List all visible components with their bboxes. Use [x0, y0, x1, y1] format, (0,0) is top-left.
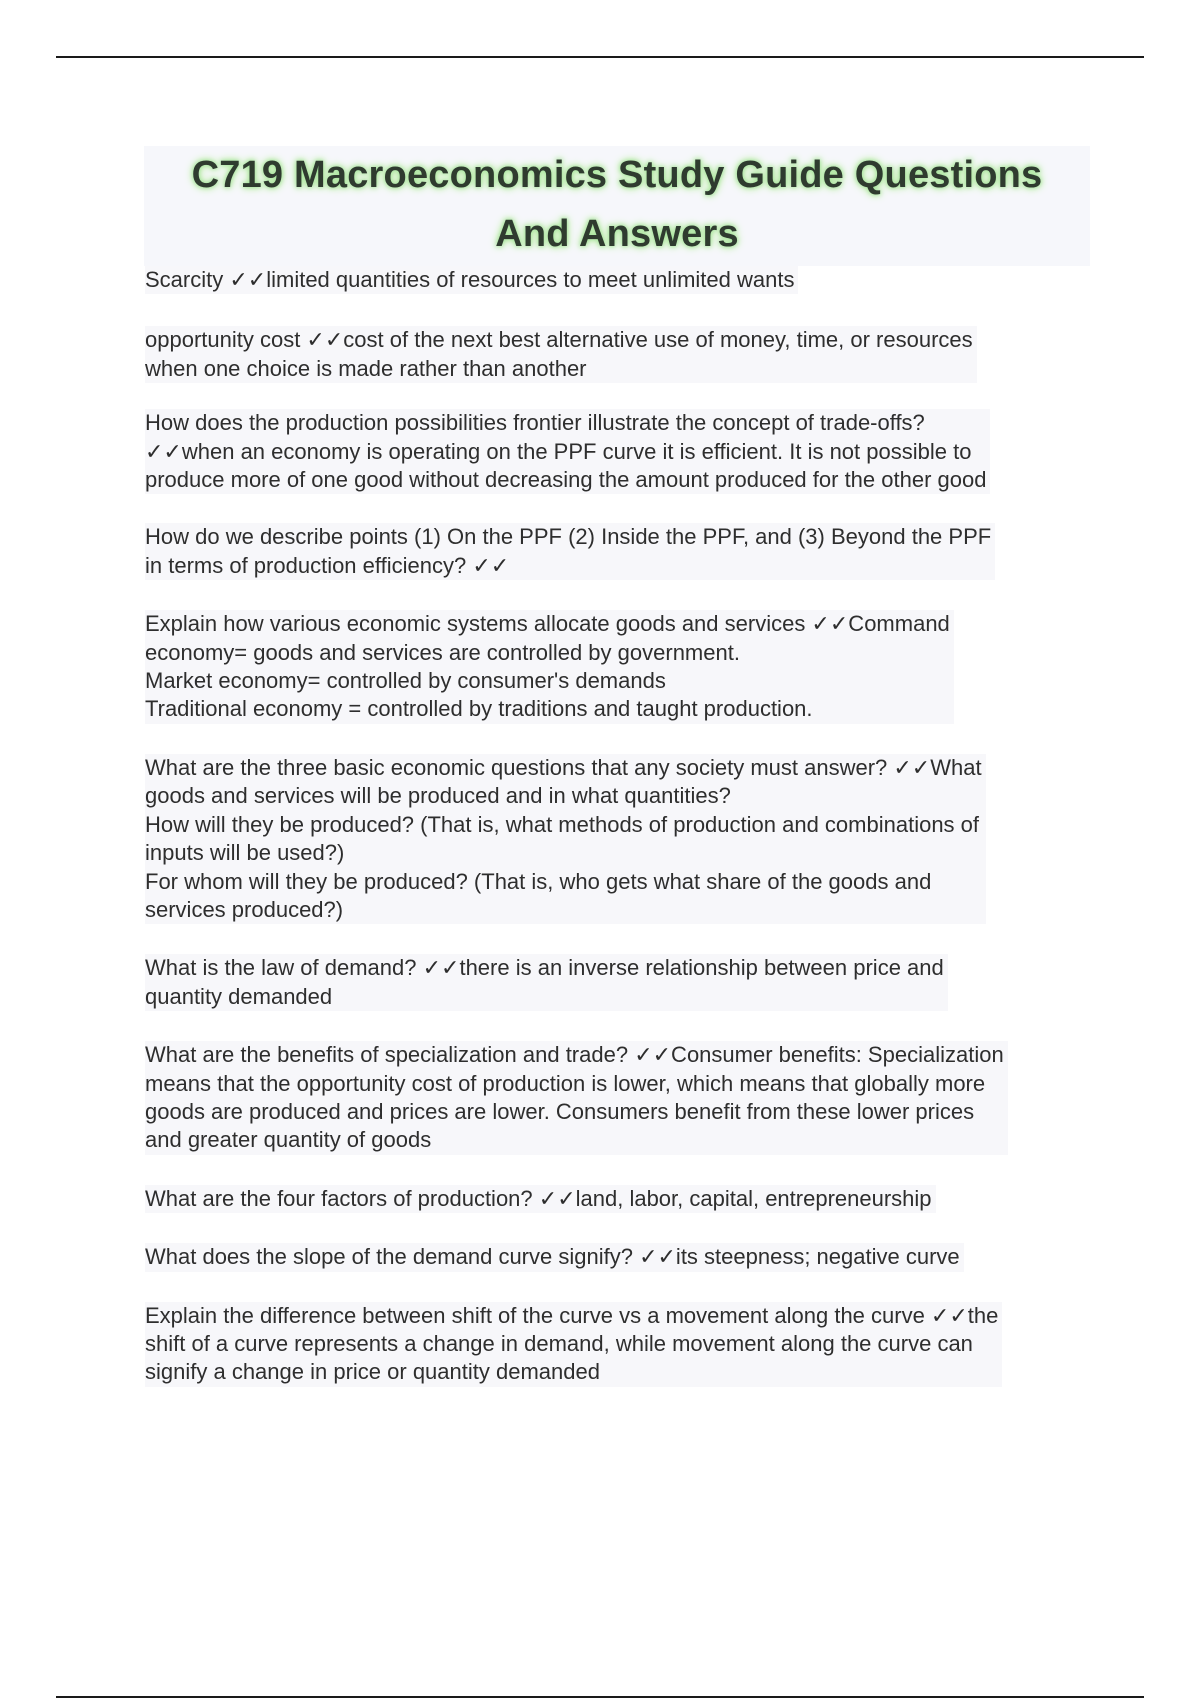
qa-economic-systems: Explain how various economic systems allocate goods and services ✓✓Command economy= goods and services are controlled by government. Market economy= controlled by consumer's demands Traditional economy = controlled by traditions and taught production.: [145, 610, 954, 724]
qa-list: [145, 266, 1090, 1387]
title-line-2: And Answers: [495, 213, 739, 255]
qa-law-of-demand: What is the law of demand? ✓✓there is an inverse relationship between price and quantity demanded: [145, 954, 948, 1011]
qa-factors-of-production: What are the four factors of production? ✓✓land, labor, capital, entrepreneurship: [145, 1185, 936, 1213]
qa-opportunity-cost: opportunity cost ✓✓cost of the next best alternative use of money, time, or resources when one choice is made rather than another: [145, 326, 977, 383]
title-line-1: C719 Macroeconomics Study Guide Questions: [191, 154, 1043, 196]
qa-specialization: What are the benefits of specialization and trade? ✓✓Consumer benefits: Specialization means that the opportunity cost of production is lower, which means that globally more goods are produced and prices are lower. Consumers benefit from these lower prices and greater quantity of goods: [145, 1041, 1008, 1155]
qa-ppf-points: How do we describe points (1) On the PPF (2) Inside the PPF, and (3) Beyond the PPF in terms of production efficiency? ✓✓: [145, 523, 995, 580]
qa-shift-vs-movement: Explain the difference between shift of the curve vs a movement along the curve ✓✓the shift of a curve represents a change in demand, while movement along the curve can signify a change in price or quantity demanded: [145, 1302, 1002, 1387]
top-rule: [56, 56, 1144, 58]
qa-scarcity: Scarcity ✓✓limited quantities of resources to meet unlimited wants: [145, 266, 798, 294]
bottom-rule: [56, 1696, 1144, 1698]
document-title: [144, 146, 1090, 266]
qa-ppf-tradeoffs: How does the production possibilities frontier illustrate the concept of trade-offs? ✓✓when an economy is operating on the PPF curve it is efficient. It is not possible to produce more of one good without decreasing the amount produced for the other good: [145, 409, 990, 494]
qa-basic-questions: What are the three basic economic questions that any society must answer? ✓✓What goods and services will be produced and in what quantities? How will they be produced? (That is, what methods of production and combinations of inputs will be used?) For whom will they be produced? (That is, who gets what share of the goods and services produced?): [145, 754, 986, 924]
qa-demand-slope: What does the slope of the demand curve signify? ✓✓its steepness; negative curve: [145, 1243, 964, 1271]
